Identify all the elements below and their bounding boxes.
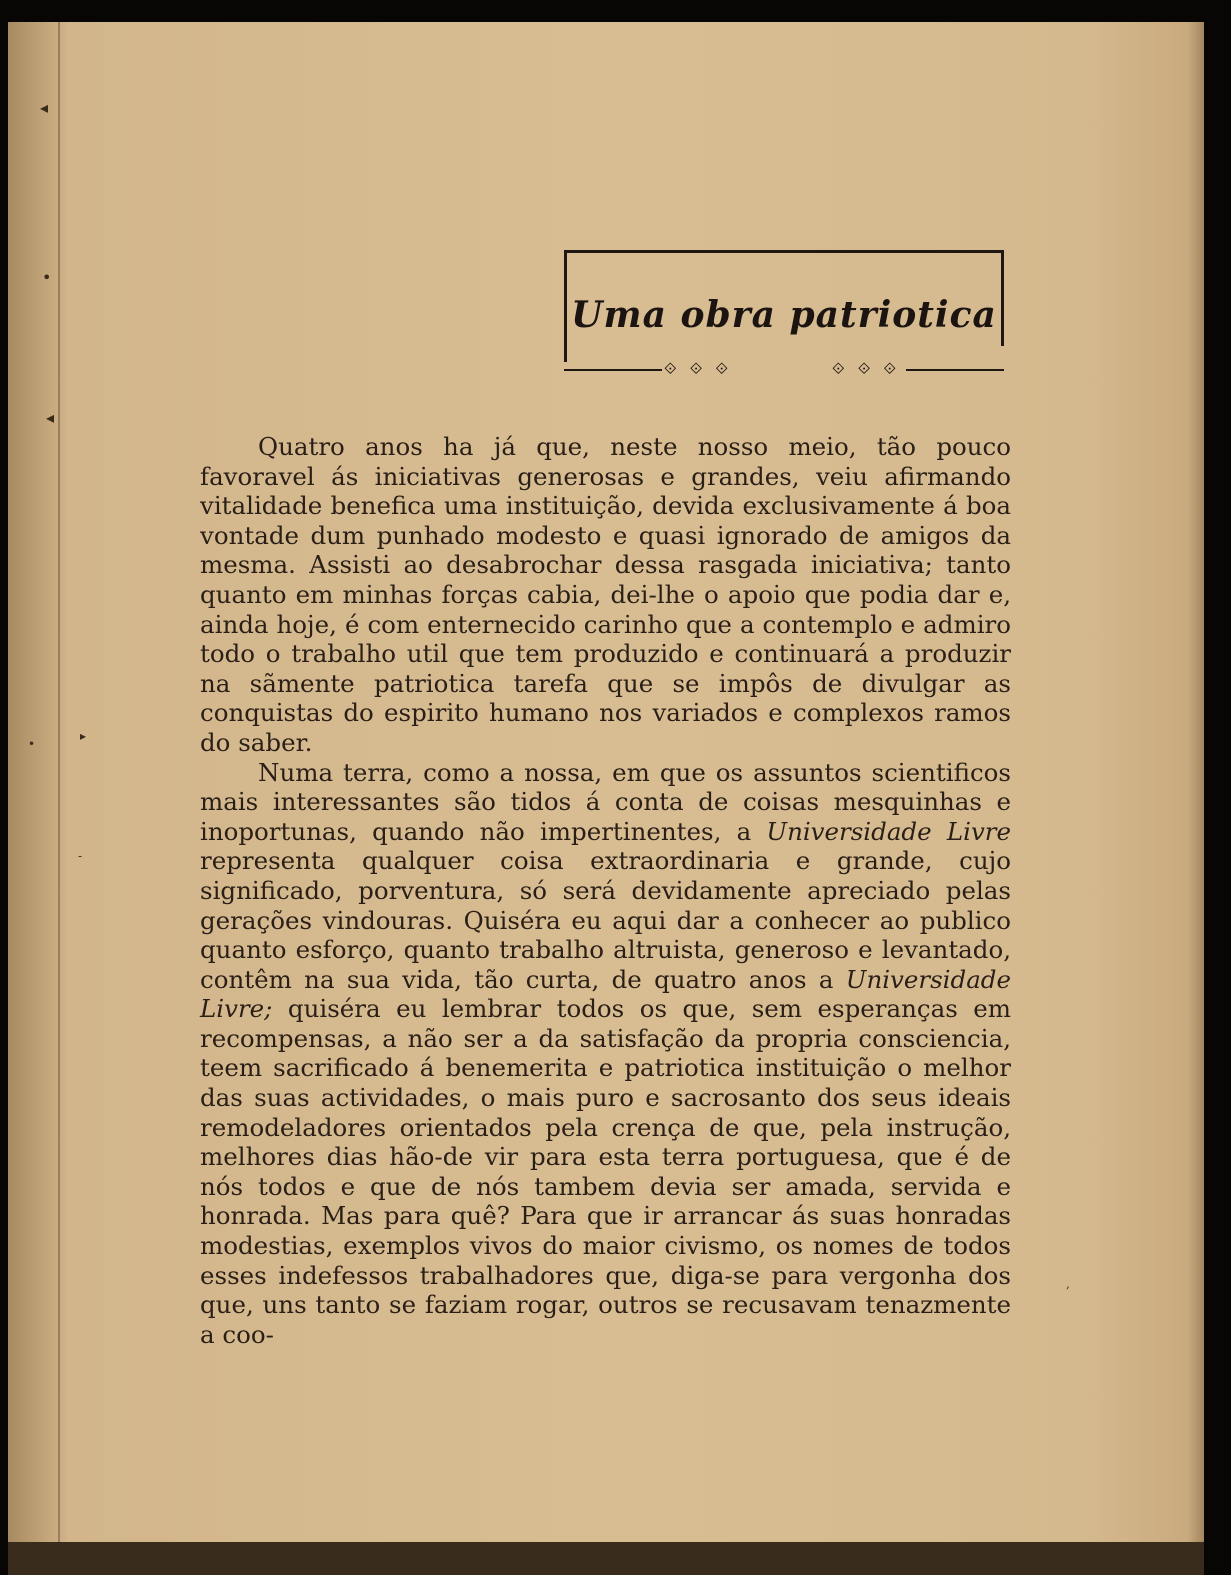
- margin-mark-1: ◂: [40, 98, 49, 117]
- spine-fold-line: [58, 22, 60, 1542]
- margin-mark-4: ▸: [80, 729, 87, 743]
- frame-bottom-rule-right: [906, 369, 1004, 371]
- ornament-left: ⟐ ⟐ ⟐: [664, 359, 732, 378]
- margin-mark-2: •: [42, 268, 52, 287]
- paragraph: [200, 432, 1011, 758]
- title-frame: [564, 250, 1004, 378]
- frame-bottom-ornament: [564, 359, 1004, 379]
- frame-bottom-rule-left: [564, 369, 662, 371]
- ornament-right: ⟐ ⟐ ⟐: [832, 359, 900, 378]
- margin-mark-5: •: [28, 737, 36, 751]
- margin-mark-6: -: [78, 849, 83, 863]
- paragraph-text: Quatro anos ha já que, neste nosso meio, tão pouco favoravel ás iniciativas generosas e grandes, veiu afirmando vitalidade benefica uma instituição, devida exclusivamente á boa vontade dum punhado modesto e quasi ignorado de amigos da mesma. Assisti ao desabrochar dessa rasgada iniciativa; tanto quanto em minhas forças cabia, dei-lhe o apoio que podia dar e, ainda hoje, é com enternecido carinho que a contemplo e admiro todo o trabalho util que tem produzido e continuará a produzir na sãmente patriotica tarefa que se impôs de divulgar as conquistas do espirito humano nos variados e complexos ramos do saber.: [200, 432, 1011, 757]
- paragraph-text: quiséra eu lembrar todos os que, sem esperanças em recompensas, a não ser a da satisfação da propria consciencia, teem sacrificado á benemerita e patriotica instituição o melhor das suas actividades, o mais puro e sacrosanto dos seus ideais remodeladores orientados pela crença de que, pela instrução, melhores dias hão-de vir para esta terra portuguesa, que é de nós todos e que de nós tambem devia ser amada, servida e honrada. Mas para quê? Para que ir arrancar ás suas honradas modestias, exemplos vivos do maior civismo, os nomes de todos esses indefessos trabalhadores que, diga-se para vergonha dos que, uns tanto se faziam rogar, outros se recusavam tenazmente a coo-: [200, 994, 1011, 1349]
- italic-text: Universidade Livre;: [200, 964, 1011, 1024]
- article-body: [200, 432, 1011, 1349]
- page-title: Uma obra patriotica: [571, 294, 997, 336]
- margin-mark-3: ◂: [46, 408, 55, 427]
- paragraph-text: representa qualquer coisa extraordinaria e grande, cujo significado, porventura, só será devidamente apreciado pelas gerações vindouras. Quiséra eu aqui dar a conhecer ao publico quanto esforço, quanto trabalho altruista, generoso e levantado, contêm na sua vida, tão curta, de quatro anos a: [200, 846, 1011, 994]
- page-right-edge: [1188, 22, 1204, 1542]
- book-page: [8, 22, 1204, 1542]
- frame-top-rule: [564, 250, 1004, 253]
- page-bottom-shadow: [8, 1542, 1204, 1575]
- paragraph-text: Numa terra, como a nossa, em que os assuntos scientificos mais interessantes são tidos á conta de coisas mesquinhas e inoportunas, quando não impertinentes, a: [200, 757, 1011, 846]
- italic-text: Universidade Livre: [766, 816, 1011, 846]
- paragraph: [200, 758, 1011, 1350]
- margin-mark-7: ,: [1066, 1277, 1070, 1291]
